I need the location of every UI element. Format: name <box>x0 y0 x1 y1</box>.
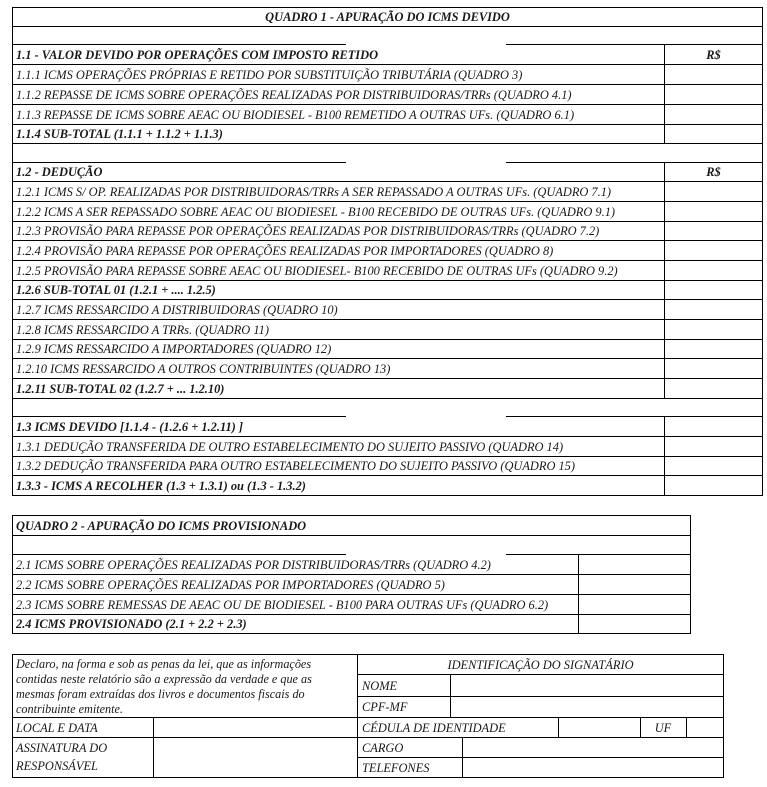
quadro-2-title: QUADRO 2 - APURAÇÃO DO ICMS PROVISIONADO <box>16 519 307 533</box>
row-2-1: 2.1 ICMS SOBRE OPERAÇÕES REALIZADAS POR DISTRIBUIDORAS/TRRs (QUADRO 4.2) <box>16 558 491 572</box>
row-1-2-4: 1.2.4 PROVISÃO PARA REPASSE POR OPERAÇÕES REALIZADAS POR IMPORTADORES (QUADRO 8) <box>16 244 554 258</box>
nome-label: NOME <box>362 679 398 693</box>
row-2-4-total: 2.4 ICMS PROVISIONADO (2.1 + 2.2 + 2.3) <box>16 617 247 631</box>
cargo-label: CARGO <box>362 741 404 755</box>
row-1-2-7: 1.2.7 ICMS RESSARCIDO A DISTRIBUIDORAS (QUADRO 10) <box>16 303 338 317</box>
row-1-2-8: 1.2.8 ICMS RESSARCIDO A TRRs. (QUADRO 11) <box>16 323 269 337</box>
row-1-2-9: 1.2.9 ICMS RESSARCIDO A IMPORTADORES (QUADRO 12) <box>16 342 332 356</box>
row-1-2-2: 1.2.2 ICMS A SER REPASSADO SOBRE AEAC OU BIODIESEL - B100 RECEBIDO DE OUTRAS UFs. (QUADRO 9.1) <box>16 205 616 219</box>
row-1-2-1: 1.2.1 ICMS S/ OP. REALIZADAS POR DISTRIBUIDORAS/TRRs A SER REPASSADO A OUTRAS UFs. (QUADRO 7.1) <box>16 185 612 199</box>
telefones-label: TELEFONES <box>362 761 430 775</box>
uf-label: UF <box>654 721 672 735</box>
row-1-2-6-subtotal: 1.2.6 SUB-TOTAL 01 (1.2.1 + .... 1.2.5) <box>16 283 216 297</box>
currency-label: R$ <box>706 48 721 62</box>
row-1-3-3-total: 1.3.3 - ICMS A RECOLHER (1.3 + 1.3.1) ou (1.3 - 1.3.2) <box>16 479 306 493</box>
row-1-1-3: 1.1.3 REPASSE DE ICMS SOBRE AEAC OU BIODIESEL - B100 REMETIDO A OUTRAS UFs. (QUADRO 6.1) <box>16 108 575 122</box>
local-data-label: LOCAL E DATA <box>16 721 98 735</box>
row-2-2: 2.2 ICMS SOBRE OPERAÇÕES REALIZADAS POR IMPORTADORES (QUADRO 5) <box>16 578 445 592</box>
row-2-3: 2.3 ICMS SOBRE REMESSAS DE AEAC OU DE BIODIESEL - B100 PARA OUTRAS UFs (QUADRO 6.2) <box>16 598 549 612</box>
section-1-3-heading: 1.3 ICMS DEVIDO [1.1.4 - (1.2.6 + 1.2.11) ] <box>16 420 244 434</box>
section-1-1-heading: 1.1 - VALOR DEVIDO POR OPERAÇÕES COM IMPOSTO RETIDO <box>16 48 379 62</box>
row-1-2-5: 1.2.5 PROVISÃO PARA REPASSE SOBRE AEAC OU BIODIESEL- B100 RECEBIDO DE OUTRAS UFs (QUADRO 9.2) <box>16 264 618 278</box>
row-1-2-11-subtotal: 1.2.11 SUB-TOTAL 02 (1.2.7 + ... 1.2.10) <box>16 382 225 396</box>
row-1-2-10: 1.2.10 ICMS RESSARCIDO A OUTROS CONTRIBUINTES (QUADRO 13) <box>16 362 391 376</box>
declaration-text: Declaro, na forma e sob as penas da lei, que as informações contidas neste relatório são a expressão da verdade e que as mesmas foram extraídas dos livros e documentos fiscais do contribuinte emitente. <box>16 657 312 716</box>
row-1-1-4-subtotal: 1.1.4 SUB-TOTAL (1.1.1 + 1.1.2 + 1.1.3) <box>16 127 223 141</box>
cedula-label: CÉDULA DE IDENTIDADE <box>362 721 506 735</box>
row-1-2-3: 1.2.3 PROVISÃO PARA REPASSE POR OPERAÇÕES REALIZADAS POR DISTRIBUIDORAS/TRRs (QUADRO 7.2) <box>16 224 600 238</box>
cpf-label: CPF-MF <box>362 700 408 714</box>
row-1-1-1: 1.1.1 ICMS OPERAÇÕES PRÓPRIAS E RETIDO POR SUBSTITUIÇÃO TRIBUTÁRIA (QUADRO 3) <box>16 68 523 82</box>
row-1-3-1: 1.3.1 DEDUÇÃO TRANSFERIDA DE OUTRO ESTABELECIMENTO DO SUJEITO PASSIVO (QUADRO 14) <box>16 440 564 454</box>
identification-title: IDENTIFICAÇÃO DO SIGNATÁRIO <box>447 658 634 672</box>
assinatura-label-line2: RESPONSÁVEL <box>16 759 98 773</box>
currency-label: R$ <box>706 165 721 179</box>
assinatura-label-line1: ASSINATURA DO <box>16 741 108 755</box>
quadro-1-title: QUADRO 1 - APURAÇÃO DO ICMS DEVIDO <box>265 10 510 24</box>
section-1-2-heading: 1.2 - DEDUÇÃO <box>16 165 103 179</box>
row-1-3-2: 1.3.2 DEDUÇÃO TRANSFERIDA PARA OUTRO ESTABELECIMENTO DO SUJEITO PASSIVO (QUADRO 15) <box>16 459 576 473</box>
row-1-1-2: 1.1.2 REPASSE DE ICMS SOBRE OPERAÇÕES REALIZADAS POR DISTRIBUIDORAS/TRRs (QUADRO 4.1) <box>16 88 572 102</box>
